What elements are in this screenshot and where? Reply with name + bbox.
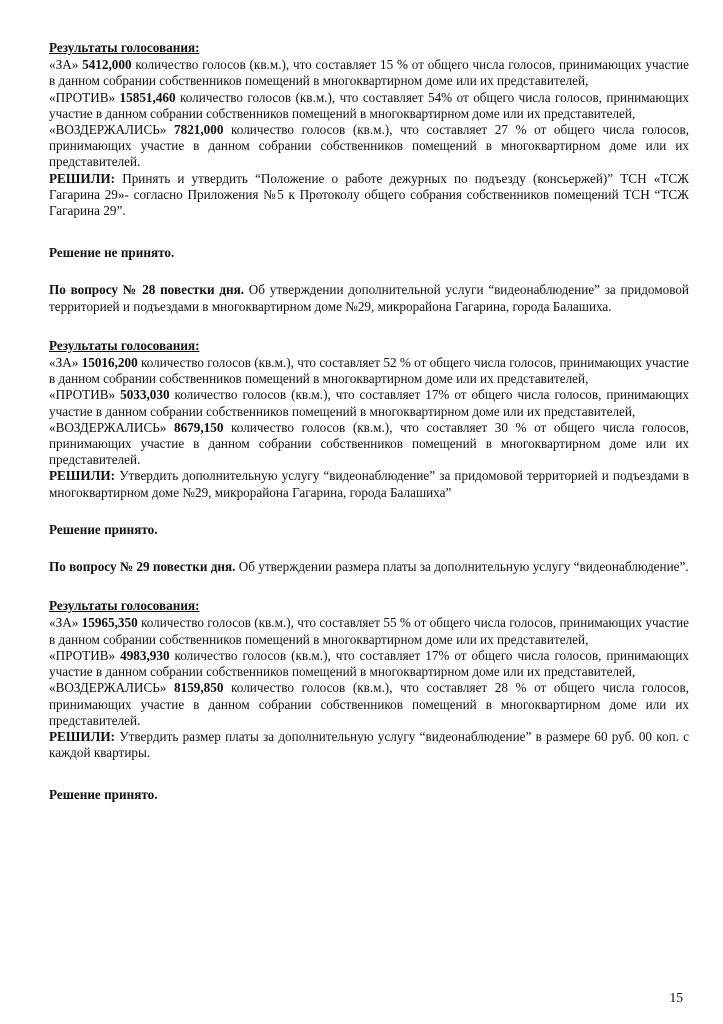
resolution-label: РЕШИЛИ: (49, 170, 116, 186)
vote-abstain-text: количество голосов (кв.м.), что составляет 30 % от общего числа голосов, принимающих участие в данном собрании собственников помещений в многоквартирном доме или их представителей. (49, 419, 689, 468)
vote-abstain (49, 420, 689, 469)
results-heading: Результаты голосования: (49, 40, 200, 55)
resolution-text: Принять и утвердить “Положение о работе дежурных по подъезду (консьержей)” ТСН «ТСЖ Гагарина 29»- согласно Приложения №5 к Протоколу общего собрания собственников помещений ТСН “ТСЖ Гагарина 29”. (49, 170, 689, 219)
resolution-text: Утвердить размер платы за дополнительную услугу “видеонаблюдение” в размере 60 руб. 00 коп. с каждой квартиры. (49, 728, 689, 761)
agenda-question-label: По вопросу № 29 повестки дня. (49, 559, 236, 575)
results-heading: Результаты голосования: (49, 598, 200, 614)
vote-abstain-text: количество голосов (кв.м.), что составляет 27 % от общего числа голосов, принимающих участие в данном собрании собственников помещений в многоквартирном доме или их представителей. (49, 122, 689, 170)
vote-against-text: количество голосов (кв.м.), что составляет 17% от общего числа голосов, принимающих участие в данном собрании собственников помещений в многоквартирном доме или их представителей, (49, 387, 689, 419)
results-heading: Результаты голосования: (49, 337, 200, 353)
agenda-question-label: По вопросу № 28 повестки дня. (49, 282, 245, 298)
resolution (49, 729, 689, 761)
resolution-label: РЕШИЛИ: (49, 728, 116, 744)
vote-for-text: количество голосов (кв.м.), что составляет 15 % от общего числа голосов, принимающих участие в данном собрании собственников помещений в многоквартирном доме или их представителей, (49, 57, 689, 89)
vote-against-value: 15851,460 (119, 89, 176, 105)
vote-for (49, 57, 689, 89)
vote-against-label: «ПРОТИВ» (49, 387, 116, 403)
vote-abstain (49, 122, 689, 171)
document-page (49, 40, 689, 804)
decision-status: Решение не принято. (49, 245, 175, 261)
page-number: 15 (669, 990, 683, 1005)
vote-against-text: количество голосов (кв.м.), что составляет 54% от общего числа голосов, принимающих участие в данном собрании собственников помещений в многоквартирном доме или их представителей, (49, 89, 689, 121)
decision-status: Решение принято. (49, 787, 158, 803)
vote-abstain (49, 680, 689, 729)
vote-against-value: 5033,030 (120, 387, 170, 403)
resolution-label: РЕШИЛИ: (49, 468, 116, 484)
vote-for-text: количество голосов (кв.м.), что составляет 52 % от общего числа голосов, принимающих участие в данном собрании собственников помещений в многоквартирном доме или их представителей, (49, 355, 690, 387)
vote-abstain-value: 8159,850 (174, 680, 224, 696)
vote-against-text: количество голосов (кв.м.), что составляет 17% от общего числа голосов, принимающих участие в данном собрании собственников помещений в многоквартирном доме или их представителей, (49, 647, 689, 680)
agenda-question (49, 282, 689, 314)
resolution (49, 171, 689, 220)
agenda-question-text: Об утверждении дополнительной услуги “видеонаблюдение” за придомовой территорией и подъездами в многоквартирном доме №29, микрорайона Гагарина, города Балашиха. (49, 282, 689, 314)
vote-abstain-label: «ВОЗДЕРЖАЛИСЬ» (49, 680, 167, 696)
agenda-question-text: Об утверждении размера платы за дополнительную услугу “видеонаблюдение”. (235, 559, 689, 575)
vote-for-label: «ЗА» (49, 57, 79, 73)
vote-for-label: «ЗА» (49, 355, 79, 371)
resolution-text: Утвердить дополнительную услугу “видеонаблюдение” за придомовой территорией и подъездами в многоквартирном доме №29, микрорайона Гагарина, города Балашиха” (49, 468, 689, 500)
vote-for-text: количество голосов (кв.м.), что составляет 55 % от общего числа голосов, принимающих участие в данном собрании собственников помещений в многоквартирном доме или их представителей, (49, 615, 690, 647)
vote-against (49, 90, 689, 122)
vote-for-label: «ЗА» (49, 615, 79, 631)
vote-abstain-label: «ВОЗДЕРЖАЛИСЬ» (49, 419, 167, 435)
vote-abstain-value: 7821,000 (174, 122, 224, 138)
vote-for-value: 15016,200 (81, 355, 138, 371)
vote-for-value: 5412,000 (82, 57, 132, 73)
vote-abstain-text: количество голосов (кв.м.), что составляет 28 % от общего числа голосов, принимающих участие в данном собрании собственников помещений в многоквартирном доме или их представителей. (49, 680, 689, 728)
vote-against-label: «ПРОТИВ» (49, 89, 116, 105)
resolution (49, 468, 689, 500)
decision-status: Решение принято. (49, 521, 158, 537)
vote-against-label: «ПРОТИВ» (49, 647, 116, 663)
vote-for (49, 615, 689, 647)
vote-against-value: 4983,930 (120, 647, 170, 663)
vote-against (49, 387, 689, 419)
vote-for-value: 15965,350 (81, 615, 138, 631)
vote-for (49, 355, 689, 387)
vote-abstain-label: «ВОЗДЕРЖАЛИСЬ» (49, 122, 167, 138)
vote-abstain-value: 8679,150 (174, 419, 224, 435)
vote-against (49, 648, 689, 680)
agenda-question (49, 559, 689, 575)
